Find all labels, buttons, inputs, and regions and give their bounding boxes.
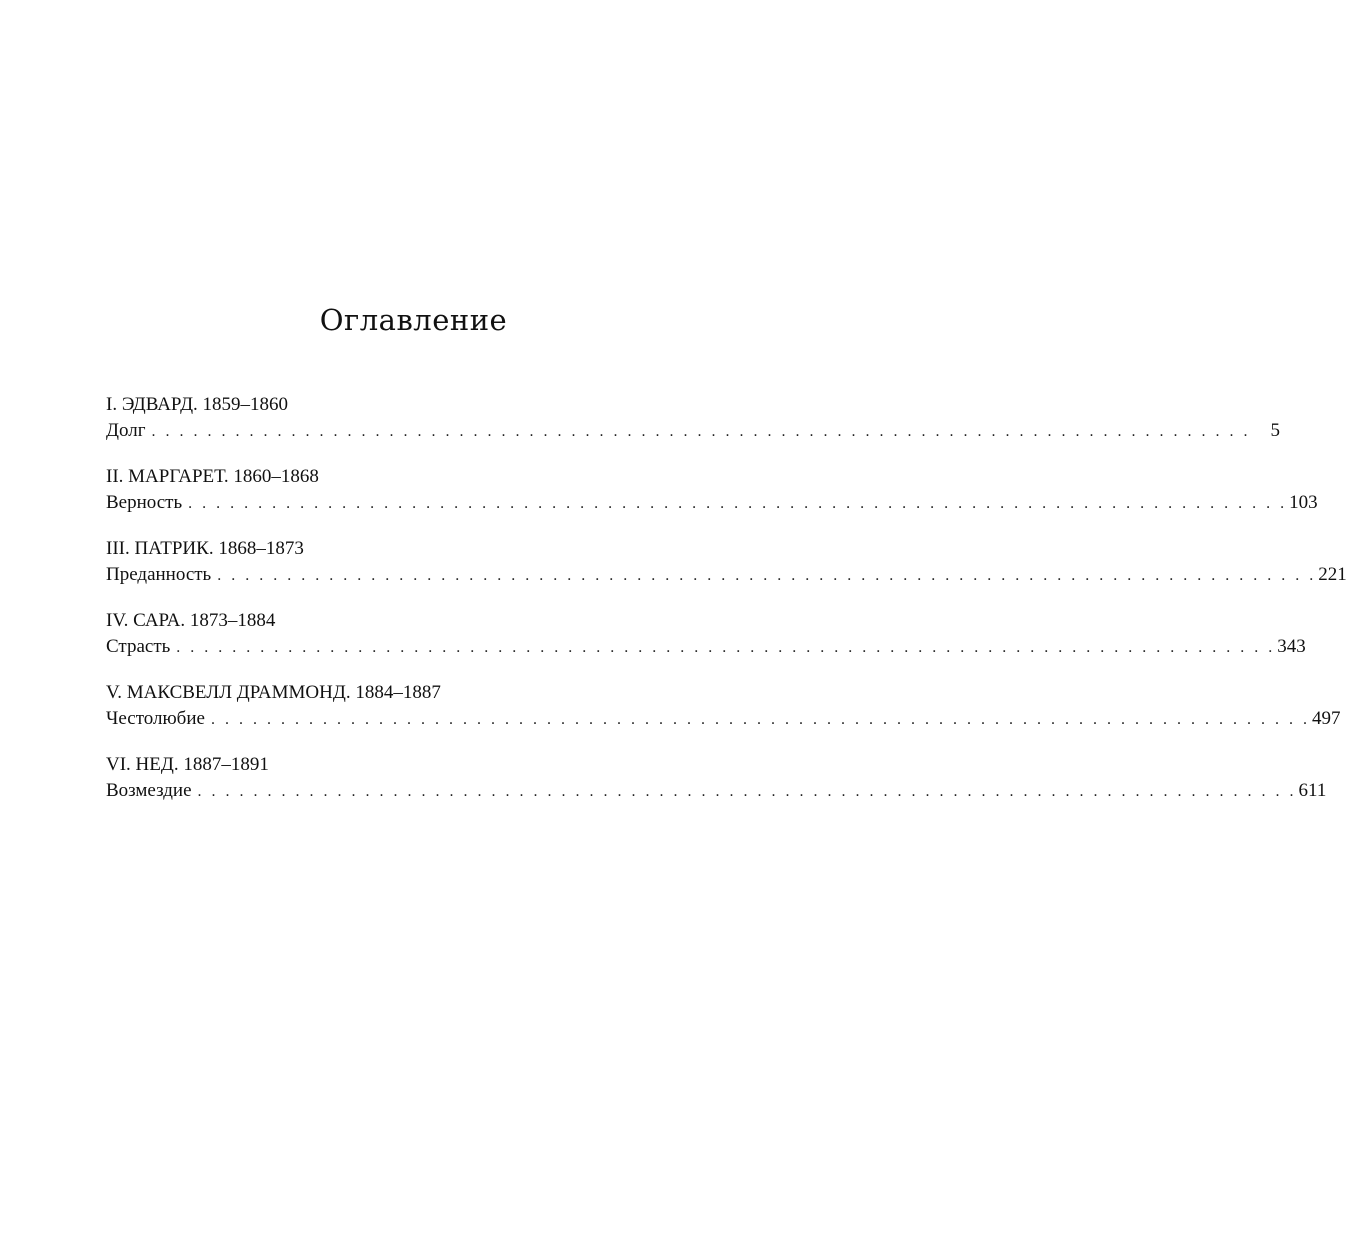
dot-leader: . . . . . . . . . . . . . . . . . . . . . . . . . . . . . . . . . . . . . . . . . . . . . . . . . . . . . . . . . . . . . . . . . . . . . . . . . . . . . . . <box>197 783 1297 800</box>
part-heading: V. МАКСВЕЛЛ ДРАММОНД. 1884–1887 <box>106 682 441 703</box>
chapter-title: Честолюбие <box>106 708 205 729</box>
page-number: 611 <box>1298 780 1327 801</box>
toc-part-2 <box>106 464 1318 517</box>
part-heading: III. ПАТРИК. 1868–1873 <box>106 538 304 559</box>
toc-entry[interactable] <box>106 634 1306 661</box>
toc-entry[interactable] <box>106 562 1347 589</box>
toc-entry[interactable] <box>106 706 1341 733</box>
chapter-title: Возмездие <box>106 780 192 801</box>
toc-part-4 <box>106 608 1306 661</box>
page-number: 221 <box>1318 564 1347 585</box>
page-number: 497 <box>1311 708 1341 729</box>
chapter-title: Преданность <box>106 564 212 585</box>
dot-leader: . . . . . . . . . . . . . . . . . . . . . . . . . . . . . . . . . . . . . . . . . . . . . . . . . . . . . . . . . . . . . . . . . . . . . . . . . . . . . . . <box>217 567 1317 584</box>
toc-entry[interactable] <box>106 418 1280 445</box>
page-number: 343 <box>1277 636 1306 657</box>
dot-leader: . . . . . . . . . . . . . . . . . . . . . . . . . . . . . . . . . . . . . . . . . . . . . . . . . . . . . . . . . . . . . . . . . . . . . . . . . . . . . . . <box>188 495 1288 512</box>
part-heading: IV. САРА. 1873–1884 <box>106 610 276 631</box>
chapter-title: Страсть <box>106 636 171 657</box>
toc-part-5 <box>106 680 1341 733</box>
dot-leader: . . . . . . . . . . . . . . . . . . . . . . . . . . . . . . . . . . . . . . . . . . . . . . . . . . . . . . . . . . . . . . . . . . . . . . . . . . . . . . . <box>210 711 1310 728</box>
page-number: 5 <box>1270 420 1280 441</box>
page-title: Оглавление <box>319 303 508 337</box>
dot-leader: . . . . . . . . . . . . . . . . . . . . . . . . . . . . . . . . . . . . . . . . . . . . . . . . . . . . . . . . . . . . . . . . . . . . . . . . . . . . . . . <box>151 423 1251 440</box>
toc-entry[interactable] <box>106 778 1327 805</box>
dot-leader: . . . . . . . . . . . . . . . . . . . . . . . . . . . . . . . . . . . . . . . . . . . . . . . . . . . . . . . . . . . . . . . . . . . . . . . . . . . . . . . <box>176 639 1276 656</box>
toc-part-3 <box>106 536 1347 589</box>
toc-part-1 <box>106 392 1280 445</box>
part-heading: VI. НЕД. 1887–1891 <box>106 754 269 775</box>
toc-entry[interactable] <box>106 490 1318 517</box>
table-of-contents <box>106 392 1347 824</box>
part-heading: II. МАРГАРЕТ. 1860–1868 <box>106 466 319 487</box>
page-number: 103 <box>1289 492 1318 513</box>
chapter-title: Долг <box>106 420 146 441</box>
chapter-title: Верность <box>106 492 183 513</box>
toc-part-6 <box>106 752 1327 805</box>
part-heading: I. ЭДВАРД. 1859–1860 <box>106 394 289 415</box>
